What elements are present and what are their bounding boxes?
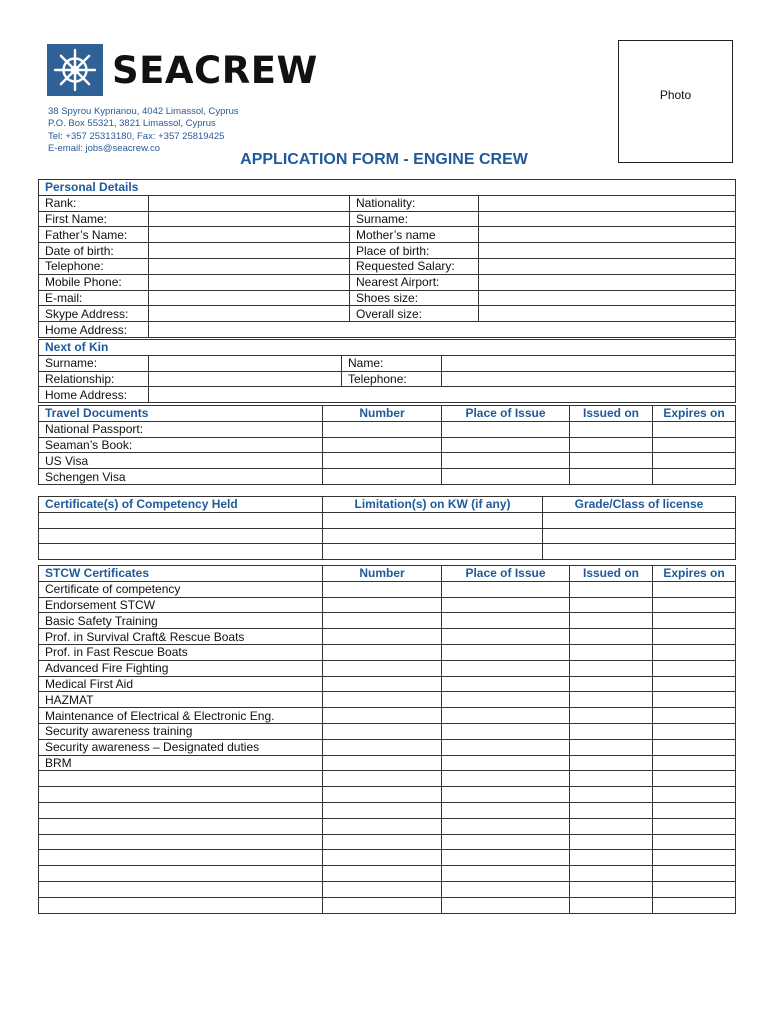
- table-row: [39, 897, 736, 913]
- field-input[interactable]: [653, 818, 736, 834]
- field-input[interactable]: [570, 771, 653, 787]
- field-input[interactable]: [543, 544, 736, 560]
- table-row: [39, 660, 736, 676]
- certificate-label: HAZMAT: [39, 692, 323, 708]
- field-input[interactable]: [653, 881, 736, 897]
- table-row: [39, 644, 736, 660]
- field-input[interactable]: [570, 723, 653, 739]
- field-input[interactable]: [149, 371, 342, 387]
- table-row: [39, 881, 736, 897]
- field-input[interactable]: [323, 850, 442, 866]
- table-row: [39, 613, 736, 629]
- field-input[interactable]: [653, 866, 736, 882]
- field-input[interactable]: [442, 787, 570, 803]
- field-input[interactable]: [570, 469, 653, 485]
- personal-row: [39, 258, 736, 274]
- column-header: Number: [323, 566, 442, 582]
- field-input[interactable]: [442, 613, 570, 629]
- field-label: Name:: [342, 355, 442, 371]
- certificate-input[interactable]: [39, 787, 323, 803]
- field-label: Surname:: [39, 355, 149, 371]
- column-header: Grade/Class of license: [543, 497, 736, 513]
- field-input[interactable]: [442, 676, 570, 692]
- next-of-kin-heading: Next of Kin: [39, 340, 736, 356]
- field-input[interactable]: [442, 897, 570, 913]
- field-input[interactable]: [653, 802, 736, 818]
- document-label: Schengen Visa: [39, 469, 323, 485]
- certificate-input[interactable]: [39, 850, 323, 866]
- contact-info: [48, 106, 239, 155]
- field-label: Nearest Airport:: [350, 274, 479, 290]
- field-input[interactable]: [653, 629, 736, 645]
- table-row: [39, 437, 736, 453]
- field-input[interactable]: [570, 897, 653, 913]
- field-input[interactable]: [570, 660, 653, 676]
- field-input[interactable]: [653, 787, 736, 803]
- field-label: E-mail:: [39, 290, 149, 306]
- field-input[interactable]: [442, 834, 570, 850]
- field-label: Surname:: [350, 211, 479, 227]
- table-row: [39, 453, 736, 469]
- table-row: [39, 692, 736, 708]
- field-input[interactable]: [543, 528, 736, 544]
- column-header: Limitation(s) on KW (if any): [323, 497, 543, 513]
- table-row: [39, 597, 736, 613]
- field-input[interactable]: [479, 290, 736, 306]
- certificate-label: BRM: [39, 755, 323, 771]
- competency-table: [38, 496, 736, 560]
- certificate-input[interactable]: [39, 866, 323, 882]
- field-label: Telephone:: [342, 371, 442, 387]
- field-input[interactable]: [570, 708, 653, 724]
- field-label: Mobile Phone:: [39, 274, 149, 290]
- field-input[interactable]: [442, 739, 570, 755]
- certificate-input[interactable]: [39, 881, 323, 897]
- photo-label: Photo: [659, 88, 692, 102]
- table-row: [39, 708, 736, 724]
- field-input[interactable]: [323, 581, 442, 597]
- column-header: Expires on: [653, 566, 736, 582]
- table-row: [39, 723, 736, 739]
- field-input[interactable]: [479, 227, 736, 243]
- company-logo: [47, 44, 318, 96]
- field-input[interactable]: [653, 660, 736, 676]
- field-label: Home Address:: [39, 322, 149, 338]
- field-input[interactable]: [479, 274, 736, 290]
- field-input[interactable]: [653, 421, 736, 437]
- phone-line: Tel: +357 25313180, Fax: +357 25819425: [48, 130, 225, 142]
- table-row: [39, 818, 736, 834]
- certificate-label: Advanced Fire Fighting: [39, 660, 323, 676]
- table-row: [39, 739, 736, 755]
- field-input[interactable]: [323, 544, 543, 560]
- field-input[interactable]: [323, 437, 442, 453]
- table-row: [39, 528, 736, 544]
- field-input[interactable]: [149, 195, 350, 211]
- logo-text: SEACREW: [112, 48, 318, 92]
- field-input[interactable]: [442, 708, 570, 724]
- field-input[interactable]: [323, 834, 442, 850]
- field-input[interactable]: [442, 881, 570, 897]
- field-input[interactable]: [323, 660, 442, 676]
- certificate-label: Endorsement STCW: [39, 597, 323, 613]
- field-label: Skype Address:: [39, 306, 149, 322]
- field-label: Home Address:: [39, 387, 149, 403]
- address-line: P.O. Box 55321, 3821 Limassol, Cyprus: [48, 118, 216, 130]
- field-input[interactable]: [323, 613, 442, 629]
- certificate-label: Basic Safety Training: [39, 613, 323, 629]
- certificate-label: Prof. in Survival Craft& Rescue Boats: [39, 629, 323, 645]
- field-input[interactable]: [442, 371, 736, 387]
- field-input[interactable]: [323, 787, 442, 803]
- field-input[interactable]: [570, 613, 653, 629]
- field-input[interactable]: [479, 258, 736, 274]
- field-input[interactable]: [323, 469, 442, 485]
- personal-row: [39, 290, 736, 306]
- field-label: First Name:: [39, 211, 149, 227]
- field-input[interactable]: [442, 802, 570, 818]
- table-row: [39, 629, 736, 645]
- certificate-input[interactable]: [39, 897, 323, 913]
- next-of-kin-table: [38, 339, 736, 403]
- field-input[interactable]: [323, 755, 442, 771]
- certificate-label: Security awareness training: [39, 723, 323, 739]
- kin-row: [39, 355, 736, 371]
- field-input[interactable]: [479, 306, 736, 322]
- table-row: [39, 802, 736, 818]
- travel-documents-heading: Travel Documents: [39, 406, 323, 422]
- table-row: [39, 469, 736, 485]
- ship-wheel-icon: [47, 44, 103, 96]
- stcw-heading: STCW Certificates: [39, 566, 323, 582]
- field-input[interactable]: [653, 771, 736, 787]
- field-input[interactable]: [323, 597, 442, 613]
- certificate-input[interactable]: [39, 802, 323, 818]
- field-input[interactable]: [570, 421, 653, 437]
- field-input[interactable]: [570, 850, 653, 866]
- photo-box[interactable]: [618, 40, 733, 163]
- certificate-input[interactable]: [39, 818, 323, 834]
- email-line: E-email: jobs@seacrew.co: [48, 142, 161, 154]
- certificate-input[interactable]: [39, 771, 323, 787]
- field-input[interactable]: [570, 453, 653, 469]
- field-input[interactable]: [570, 787, 653, 803]
- field-label: Relationship:: [39, 371, 149, 387]
- personal-details-heading: Personal Details: [39, 180, 736, 196]
- stcw-certificates-table: [38, 565, 736, 914]
- field-input[interactable]: [653, 723, 736, 739]
- field-input[interactable]: [149, 211, 350, 227]
- field-label: Overall size:: [350, 306, 479, 322]
- field-input[interactable]: [653, 469, 736, 485]
- certificate-label: Medical First Aid: [39, 676, 323, 692]
- field-input[interactable]: [479, 243, 736, 259]
- field-input[interactable]: [653, 437, 736, 453]
- field-input[interactable]: [442, 755, 570, 771]
- field-input[interactable]: [570, 597, 653, 613]
- table-row: [39, 771, 736, 787]
- field-input[interactable]: [653, 676, 736, 692]
- field-label: Shoes size:: [350, 290, 479, 306]
- table-row: [39, 676, 736, 692]
- field-input[interactable]: [149, 227, 350, 243]
- field-label: Father’s Name:: [39, 227, 149, 243]
- field-input[interactable]: [653, 755, 736, 771]
- field-label: Date of birth:: [39, 243, 149, 259]
- field-input[interactable]: [323, 723, 442, 739]
- field-input[interactable]: [570, 692, 653, 708]
- field-input[interactable]: [653, 897, 736, 913]
- column-header: Number: [323, 406, 442, 422]
- home-address-input[interactable]: [149, 322, 736, 338]
- certificate-label: Prof. in Fast Rescue Boats: [39, 644, 323, 660]
- field-input[interactable]: [653, 644, 736, 660]
- field-input[interactable]: [149, 290, 350, 306]
- table-row: [39, 581, 736, 597]
- field-input[interactable]: [323, 818, 442, 834]
- kin-row: [39, 387, 736, 403]
- table-row: [39, 755, 736, 771]
- field-input[interactable]: [442, 771, 570, 787]
- certificate-label: Maintenance of Electrical & Electronic Eng.: [39, 708, 323, 724]
- certificate-input[interactable]: [39, 834, 323, 850]
- field-input[interactable]: [323, 881, 442, 897]
- field-input[interactable]: [442, 692, 570, 708]
- column-header: Issued on: [570, 566, 653, 582]
- kin-row: [39, 371, 736, 387]
- field-input[interactable]: [543, 512, 736, 528]
- field-input[interactable]: [570, 881, 653, 897]
- field-input[interactable]: [442, 437, 570, 453]
- field-input[interactable]: [570, 802, 653, 818]
- field-input[interactable]: [479, 195, 736, 211]
- field-input[interactable]: [323, 453, 442, 469]
- field-input[interactable]: [323, 897, 442, 913]
- personal-row: [39, 322, 736, 338]
- personal-row: [39, 243, 736, 259]
- column-header: Place of Issue: [442, 566, 570, 582]
- field-input[interactable]: [653, 834, 736, 850]
- field-input[interactable]: [323, 739, 442, 755]
- table-row: [39, 850, 736, 866]
- field-input[interactable]: [653, 613, 736, 629]
- table-row: [39, 512, 736, 528]
- column-header: Issued on: [570, 406, 653, 422]
- travel-documents-table: [38, 405, 736, 485]
- field-input[interactable]: [653, 581, 736, 597]
- certificate-label: Security awareness – Designated duties: [39, 739, 323, 755]
- field-input[interactable]: [442, 850, 570, 866]
- field-input[interactable]: [323, 629, 442, 645]
- field-input[interactable]: [442, 660, 570, 676]
- field-input[interactable]: [323, 644, 442, 660]
- field-input[interactable]: [149, 243, 350, 259]
- table-row: [39, 421, 736, 437]
- field-input[interactable]: [653, 850, 736, 866]
- personal-row: [39, 274, 736, 290]
- field-input[interactable]: [653, 597, 736, 613]
- form-title: APPLICATION FORM - ENGINE CREW: [240, 151, 528, 168]
- table-row: [39, 866, 736, 882]
- field-input[interactable]: [570, 437, 653, 453]
- document-label: US Visa: [39, 453, 323, 469]
- field-input[interactable]: [653, 739, 736, 755]
- field-input[interactable]: [442, 723, 570, 739]
- field-input[interactable]: [442, 866, 570, 882]
- field-input[interactable]: [323, 676, 442, 692]
- field-input[interactable]: [39, 544, 323, 560]
- field-label: Telephone:: [39, 258, 149, 274]
- table-row: [39, 787, 736, 803]
- field-input[interactable]: [442, 629, 570, 645]
- field-input[interactable]: [442, 355, 736, 371]
- field-input[interactable]: [442, 453, 570, 469]
- home-address-input[interactable]: [149, 387, 736, 403]
- table-row: [39, 544, 736, 560]
- personal-row: [39, 227, 736, 243]
- field-input[interactable]: [442, 818, 570, 834]
- field-input[interactable]: [149, 355, 342, 371]
- field-input[interactable]: [442, 581, 570, 597]
- field-input[interactable]: [39, 528, 323, 544]
- field-input[interactable]: [479, 211, 736, 227]
- field-input[interactable]: [323, 528, 543, 544]
- field-input[interactable]: [323, 866, 442, 882]
- field-input[interactable]: [570, 629, 653, 645]
- certificate-label: Certificate of competency: [39, 581, 323, 597]
- field-label: Mother’s name: [350, 227, 479, 243]
- column-header: Place of Issue: [442, 406, 570, 422]
- field-input[interactable]: [653, 708, 736, 724]
- field-input[interactable]: [570, 755, 653, 771]
- field-label: Place of birth:: [350, 243, 479, 259]
- field-input[interactable]: [570, 644, 653, 660]
- field-label: Nationality:: [350, 195, 479, 211]
- field-input[interactable]: [570, 581, 653, 597]
- table-row: [39, 834, 736, 850]
- column-header: Expires on: [653, 406, 736, 422]
- competency-heading: Certificate(s) of Competency Held: [39, 497, 323, 513]
- field-input[interactable]: [323, 692, 442, 708]
- field-input[interactable]: [570, 834, 653, 850]
- field-input[interactable]: [570, 739, 653, 755]
- document-label: National Passport:: [39, 421, 323, 437]
- field-input[interactable]: [653, 692, 736, 708]
- field-label: Rank:: [39, 195, 149, 211]
- address-line: 38 Spyrou Kyprianou, 4042 Limassol, Cyprus: [48, 106, 239, 117]
- field-input[interactable]: [570, 818, 653, 834]
- personal-row: [39, 211, 736, 227]
- field-input[interactable]: [653, 453, 736, 469]
- field-input[interactable]: [570, 676, 653, 692]
- field-input[interactable]: [149, 306, 350, 322]
- personal-row: [39, 306, 736, 322]
- field-input[interactable]: [39, 512, 323, 528]
- field-input[interactable]: [570, 866, 653, 882]
- field-input[interactable]: [323, 512, 543, 528]
- personal-row: [39, 195, 736, 211]
- field-input[interactable]: [442, 597, 570, 613]
- field-input[interactable]: [323, 421, 442, 437]
- field-input[interactable]: [323, 771, 442, 787]
- document-label: Seaman’s Book:: [39, 437, 323, 453]
- personal-details-table: [38, 179, 736, 338]
- field-label: Requested Salary:: [350, 258, 479, 274]
- field-input[interactable]: [442, 644, 570, 660]
- field-input[interactable]: [323, 708, 442, 724]
- field-input[interactable]: [442, 469, 570, 485]
- field-input[interactable]: [323, 802, 442, 818]
- field-input[interactable]: [149, 258, 350, 274]
- field-input[interactable]: [149, 274, 350, 290]
- field-input[interactable]: [442, 421, 570, 437]
